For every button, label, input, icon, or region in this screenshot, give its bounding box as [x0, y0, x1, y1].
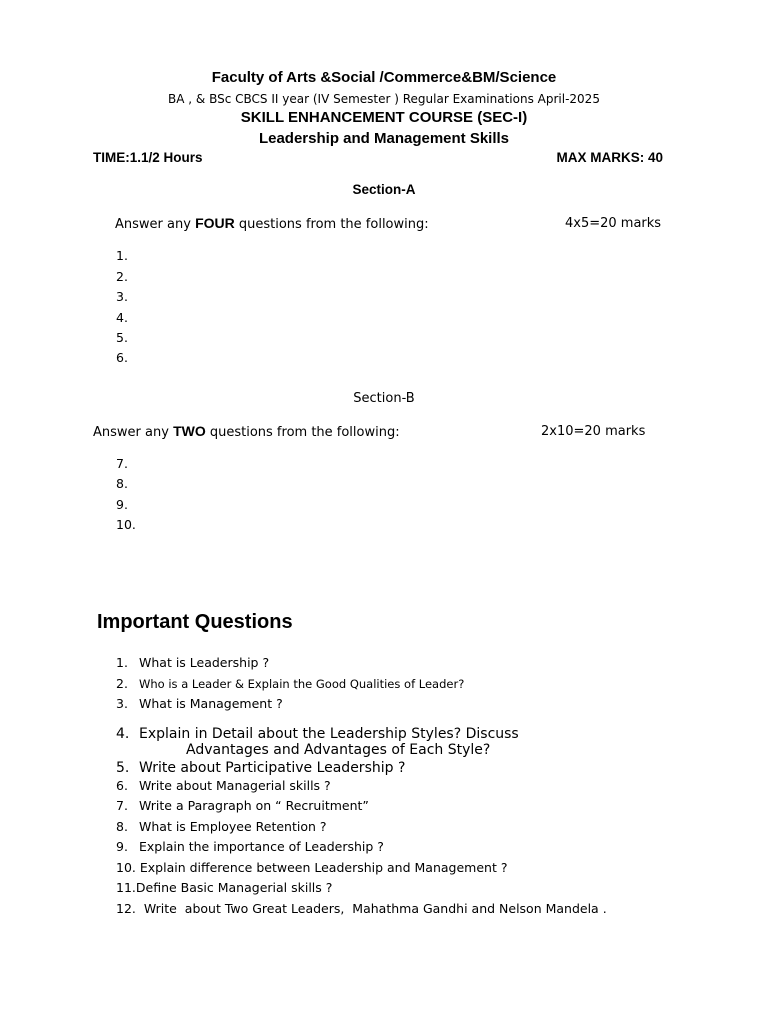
question-slot: 7.	[116, 456, 128, 471]
section-b-instruction	[93, 423, 400, 440]
important-question	[116, 798, 369, 813]
exam-subtitle: BA , & BSc CBCS II year (IV Semester ) Regular Examinations April-2025	[168, 92, 600, 106]
question-text: Explain the importance of Leadership ?	[139, 839, 384, 854]
question-number: 2.	[116, 676, 128, 691]
important-question	[116, 839, 384, 854]
important-question	[116, 726, 519, 742]
question-text: Write a Paragraph on “ Recruitment”	[139, 798, 369, 813]
section-a-title: Section-A	[352, 182, 416, 197]
question-slot: 3.	[116, 289, 128, 304]
question-text: What is Employee Retention ?	[139, 819, 327, 834]
question-text-continued: Advantages and Advantages of Each Style?	[186, 742, 491, 758]
question-slot: 9.	[116, 497, 128, 512]
faculty-title: Faculty of Arts &Social /Commerce&BM/Science	[211, 69, 557, 86]
question-number: 10.	[116, 860, 136, 875]
important-question	[116, 760, 405, 776]
instruction-count: TWO	[173, 423, 206, 439]
question-number: 11.	[116, 880, 136, 895]
question-slot: 8.	[116, 476, 128, 491]
question-text: Write about Two Great Leaders, Mahathma Gandhi and Nelson Mandela .	[135, 901, 607, 916]
course-title: SKILL ENHANCEMENT COURSE (SEC-I)	[240, 109, 528, 126]
question-slot: 2.	[116, 269, 128, 284]
question-slot: 4.	[116, 310, 128, 325]
question-slot: 10.	[116, 517, 136, 532]
question-number: 5.	[116, 760, 130, 776]
question-text: What is Management ?	[139, 696, 283, 711]
section-b-title: Section-B	[353, 391, 415, 406]
section-a-instruction	[115, 215, 429, 232]
question-number: 1.	[116, 655, 128, 670]
important-question	[116, 778, 331, 793]
subject-title: Leadership and Management Skills	[258, 130, 510, 147]
question-number: 12.	[116, 901, 136, 916]
question-text: Define Basic Managerial skills ?	[135, 880, 333, 895]
question-number: 6.	[116, 778, 128, 793]
instruction-text: questions from the following:	[238, 217, 429, 232]
question-slot: 1.	[116, 248, 128, 263]
question-text: Write about Managerial skills ?	[139, 778, 331, 793]
section-b-marks: 2x10=20 marks	[541, 424, 646, 439]
question-text: What is Leadership ?	[139, 655, 270, 670]
question-number: 8.	[116, 819, 128, 834]
important-question	[116, 880, 332, 895]
instruction-text: Answer any	[93, 425, 169, 440]
important-question	[116, 819, 327, 834]
question-number: 4.	[116, 726, 130, 742]
important-question	[116, 696, 283, 711]
instruction-text: Answer any	[115, 217, 191, 232]
question-slot: 5.	[116, 330, 128, 345]
max-marks-label: MAX MARKS: 40	[556, 150, 663, 165]
question-text: Explain in Detail about the Leadership Styles? Discuss	[139, 726, 519, 742]
section-a-marks: 4x5=20 marks	[565, 216, 662, 231]
question-number: 3.	[116, 696, 128, 711]
important-question	[116, 901, 607, 916]
question-text: Explain difference between Leadership and Management ?	[135, 860, 508, 875]
important-heading: Important Questions	[97, 611, 293, 633]
question-number: 9.	[116, 839, 128, 854]
question-number: 7.	[116, 798, 128, 813]
time-label: TIME:1.1/2 Hours	[93, 150, 203, 165]
instruction-text: questions from the following:	[209, 425, 400, 440]
question-slot: 6.	[116, 350, 128, 365]
important-question	[116, 655, 269, 670]
question-text: Who is a Leader & Explain the Good Qualities of Leader?	[139, 677, 465, 691]
important-question	[116, 676, 464, 691]
important-question	[116, 860, 507, 875]
instruction-count: FOUR	[195, 215, 235, 231]
question-text: Write about Participative Leadership ?	[139, 760, 406, 776]
